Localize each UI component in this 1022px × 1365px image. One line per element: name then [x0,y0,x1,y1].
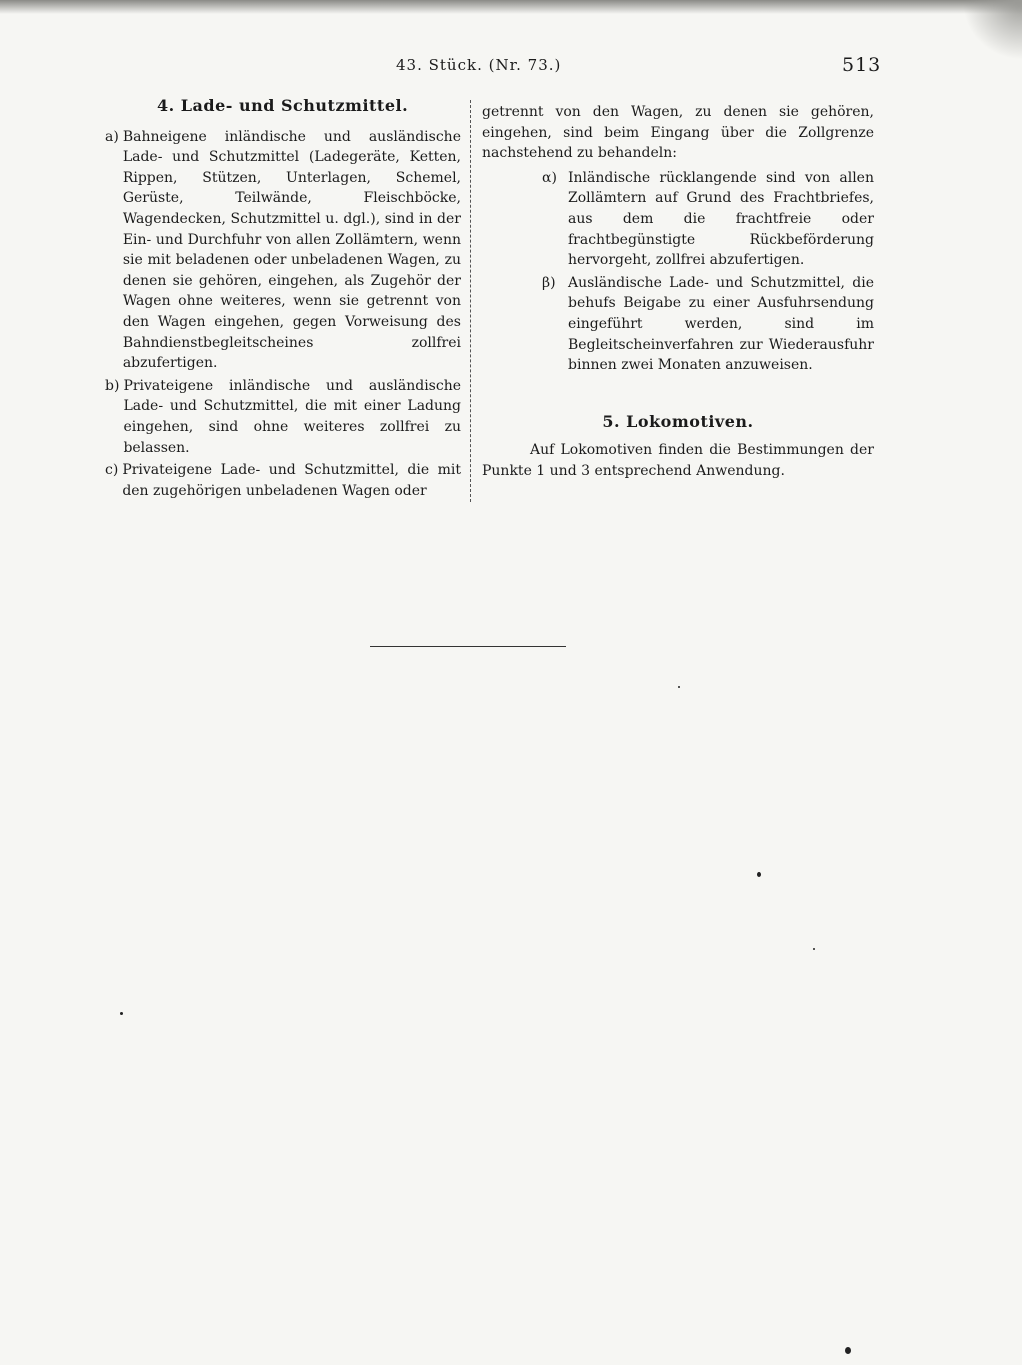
scan-speck [813,948,815,950]
running-header: 43. Stück. (Nr. 73.) [396,56,562,74]
left-column [105,96,461,503]
sub-item-text: Ausländische Lade- und Schutzmittel, die behufs Beigabe zu einer Ausfuhrsendung eingeführt werden, sind im Begleitscheinverfahren zur Wiederausfuhr binnen zwei Monaten anzuweisen. [568,274,874,374]
list-item-a [105,127,461,374]
item-label: c) [105,462,119,479]
end-rule [370,646,566,647]
scan-corner-shadow [962,0,1022,60]
item-text: Bahneigene inländische und ausländische Lade- und Schutzmittel (Ladegeräte, Ketten, Rippen, Stützen, Unterlagen, Schemel, Gerüste, Teilwände, Fleischböcke, Wagendecken, Schutzmittel u. dgl.), sind in der Ein- und Durchfuhr von allen Zollämtern, wenn sie mit beladenen oder unbeladenen Wagen, zu denen sie gehören, eingehen, als Zugehör der Wagen ohne weiteres, wenn sie getrennt von den Wagen eingehen, gegen Vorweisung des Bahndienstbegleitscheines zollfrei abzufertigen. [122,128,461,372]
scan-speck [120,1012,123,1015]
scan-speck [845,1347,851,1354]
item-label: b) [105,377,120,394]
right-column [482,102,874,486]
sub-item-text: Inländische rücklangende sind von allen Zollämtern auf Grund des Frachtbriefes, aus dem die frachtfreie oder frachtbegünstigte Rückbeförderung hervorgeht, zollfrei abzufertigen. [568,169,874,269]
sub-item-label: β) [542,274,556,291]
scan-edge-shadow [0,0,1022,14]
sub-item-beta [482,273,874,376]
list-item-c [105,460,461,501]
lokomotiven-paragraph: Auf Lokomotiven finden die Bestimmungen der Punkte 1 und 3 entsprechend Anwendung. [482,442,874,479]
continuation-paragraph: getrennt von den Wagen, zu denen sie gehören, eingehen, sind beim Eingang über die Zollgrenze nachstehend zu behandeln: [482,104,874,162]
list-item-b [105,376,461,458]
sub-item-label: α) [542,169,557,186]
scan-speck [757,872,761,877]
sub-item-alpha [482,168,874,271]
page-number: 513 [842,54,882,76]
column-divider [470,100,471,502]
scan-speck [678,686,680,688]
section-heading-5: 5. Lokomotiven. [602,411,754,431]
item-label: a) [105,128,119,145]
item-text: Privateigene Lade- und Schutzmittel, die mit den zugehörigen unbeladenen Wagen oder [122,462,461,499]
item-text: Privateigene inländische und ausländische Lade- und Schutzmittel, die mit einer Ladung eingehen, sind ohne weiteres zollfrei zu belassen. [123,377,461,456]
section-heading-4: 4. Lade- und Schutzmittel. [157,96,409,115]
